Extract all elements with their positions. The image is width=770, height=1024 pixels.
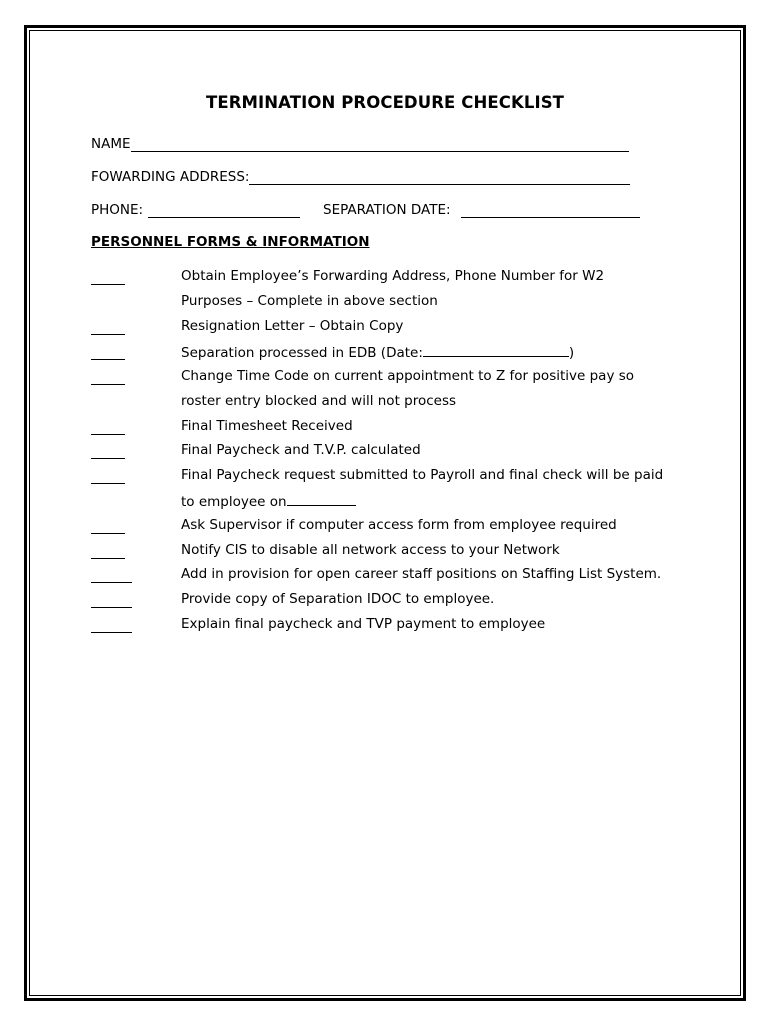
item-text: Notify CIS to disable all network access to your Network xyxy=(181,542,560,558)
name-field[interactable] xyxy=(91,136,629,152)
item-text-continued: roster entry blocked and will not process xyxy=(181,393,457,409)
checkbox-line[interactable] xyxy=(91,591,132,608)
date-line[interactable] xyxy=(423,343,569,357)
name-line[interactable] xyxy=(131,137,629,152)
checkbox-line[interactable] xyxy=(91,343,125,360)
item-text: Final Timesheet Received xyxy=(181,418,353,434)
item-text-continued: Purposes – Complete in above section xyxy=(181,293,438,309)
checkbox-line[interactable] xyxy=(91,368,125,385)
item-text: Obtain Employee’s Forwarding Address, Phone Number for W2 xyxy=(181,268,605,284)
item-text: Final Paycheck request submitted to Payroll and final check will be paid xyxy=(181,467,664,483)
forwarding-address-line[interactable] xyxy=(249,170,630,185)
item-text-continued xyxy=(181,492,356,510)
section-title: PERSONNEL FORMS & INFORMATION xyxy=(91,234,370,250)
separation-date-field[interactable] xyxy=(323,202,640,218)
item-text xyxy=(181,343,574,361)
item-text-start: Separation processed in EDB (Date: xyxy=(181,345,423,361)
name-label: NAME xyxy=(91,136,131,152)
checkbox-line[interactable] xyxy=(91,517,125,534)
phone-label: PHONE: xyxy=(91,202,144,218)
checkbox-line[interactable] xyxy=(91,467,125,484)
item-text: Final Paycheck and T.V.P. calculated xyxy=(181,442,421,458)
item-text: Provide copy of Separation IDOC to employee. xyxy=(181,591,495,607)
forwarding-address-field[interactable] xyxy=(91,169,630,185)
item-text: Resignation Letter – Obtain Copy xyxy=(181,318,404,334)
checkbox-line[interactable] xyxy=(91,616,132,633)
item-text: Change Time Code on current appointment to Z for positive pay so xyxy=(181,368,635,384)
item-text: Ask Supervisor if computer access form from employee required xyxy=(181,517,617,533)
checkbox-line[interactable] xyxy=(91,418,125,435)
separation-date-line[interactable] xyxy=(461,203,640,218)
separation-date-label: SEPARATION DATE: xyxy=(323,202,451,218)
checkbox-line[interactable] xyxy=(91,442,125,459)
checkbox-line[interactable] xyxy=(91,566,132,583)
item-text-start: to employee on xyxy=(181,494,287,510)
document-title: TERMINATION PROCEDURE CHECKLIST xyxy=(205,93,565,112)
item-text: Explain final paycheck and TVP payment to employee xyxy=(181,616,546,632)
checkbox-line[interactable] xyxy=(91,542,125,559)
date-line[interactable] xyxy=(287,492,356,506)
phone-field[interactable] xyxy=(91,202,300,218)
checkbox-line[interactable] xyxy=(91,318,125,335)
forwarding-address-label: FOWARDING ADDRESS: xyxy=(91,169,250,185)
item-text: Add in provision for open career staff positions on Staffing List System. xyxy=(181,566,662,582)
phone-line[interactable] xyxy=(148,203,300,218)
checkbox-line[interactable] xyxy=(91,268,125,285)
item-text-end: ) xyxy=(568,345,575,361)
